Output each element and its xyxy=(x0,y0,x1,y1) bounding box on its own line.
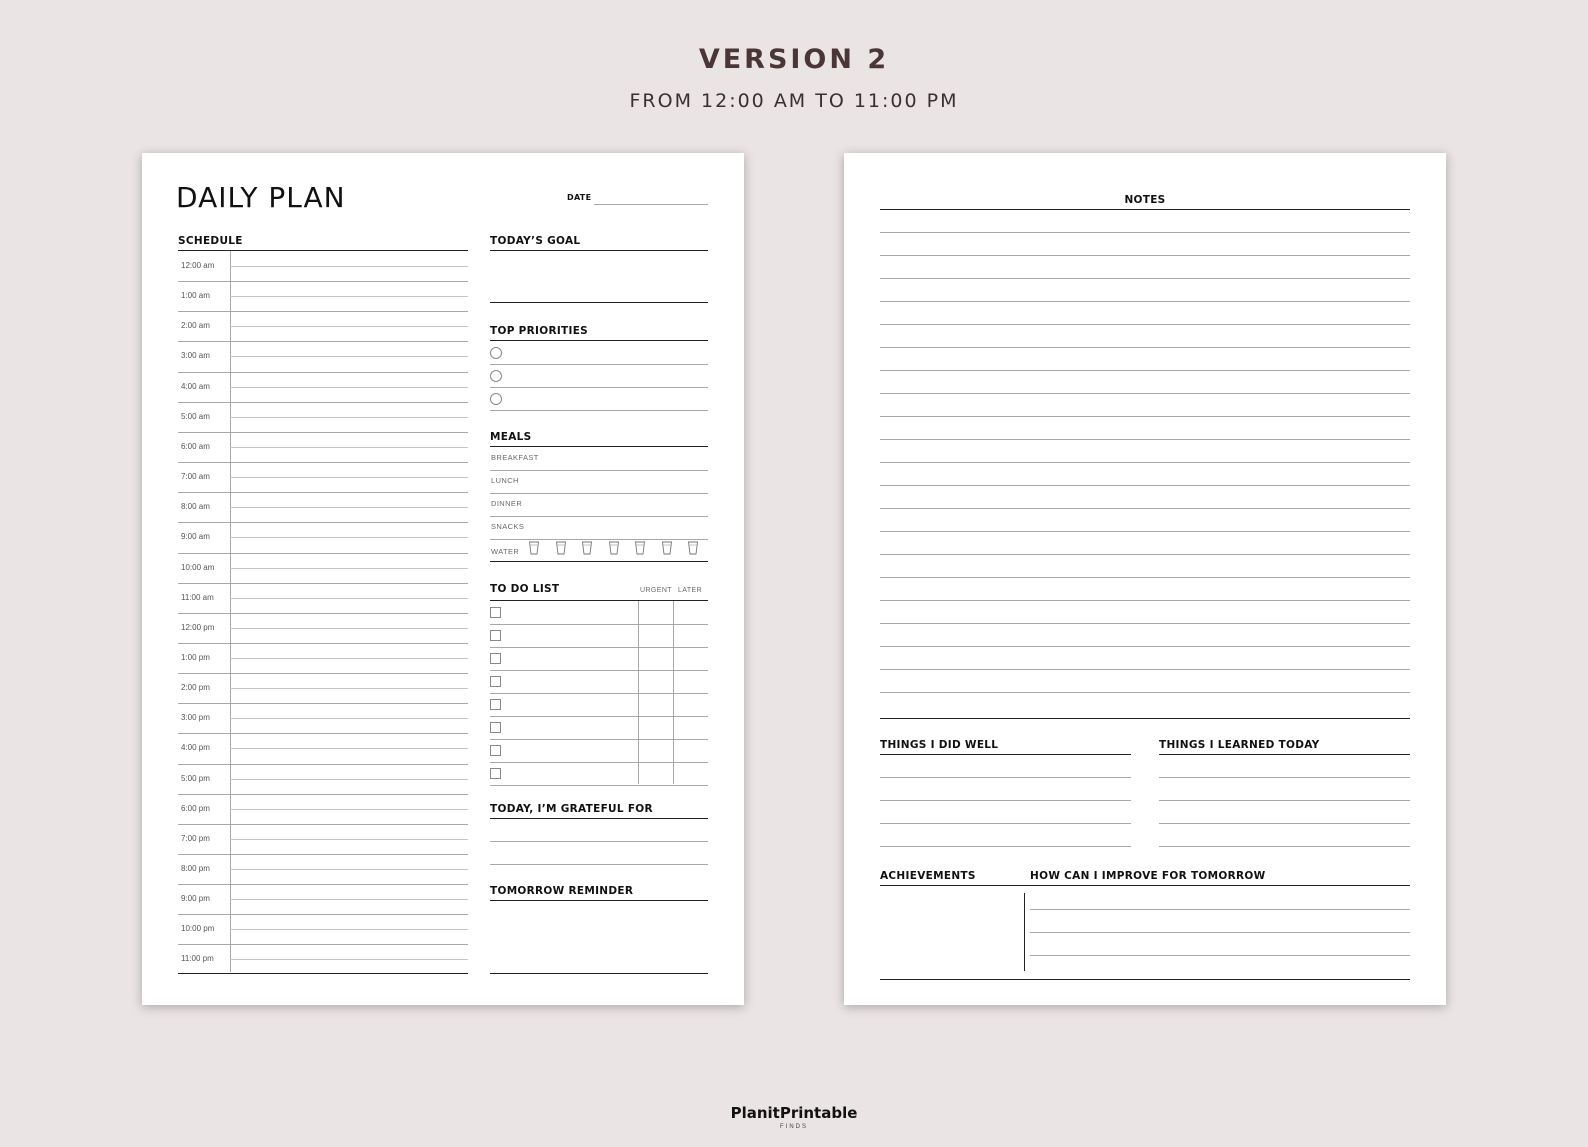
schedule-half-line[interactable] xyxy=(230,356,468,357)
schedule-time: 2:00 pm xyxy=(181,683,210,693)
note-line[interactable] xyxy=(880,554,1410,555)
schedule-hour-line[interactable] xyxy=(178,824,468,825)
priority-line[interactable] xyxy=(490,410,708,411)
todo-checkbox[interactable] xyxy=(490,607,501,618)
schedule-time: 9:00 am xyxy=(181,532,210,542)
todo-checkbox[interactable] xyxy=(490,722,501,733)
schedule-half-line[interactable] xyxy=(230,748,468,749)
improve-line[interactable] xyxy=(1030,909,1410,910)
meal-label: SNACKS xyxy=(491,522,525,531)
schedule-bottom-rule xyxy=(178,973,468,974)
page-bottom-rule xyxy=(880,979,1410,980)
meal-label: BREAKFAST xyxy=(491,453,539,462)
schedule-hour-line[interactable] xyxy=(178,673,468,674)
schedule-half-line[interactable] xyxy=(230,929,468,930)
schedule-half-line[interactable] xyxy=(230,477,468,478)
schedule-half-line[interactable] xyxy=(230,869,468,870)
schedule-half-line[interactable] xyxy=(230,809,468,810)
note-line[interactable] xyxy=(880,531,1410,532)
brand-logo: PlanitPrintable xyxy=(730,1104,858,1122)
note-line[interactable] xyxy=(880,600,1410,601)
water-cup-icon[interactable] xyxy=(635,541,645,555)
did-well-line[interactable] xyxy=(880,823,1131,824)
note-line[interactable] xyxy=(880,370,1410,371)
priority-line[interactable] xyxy=(490,387,708,388)
schedule-half-line[interactable] xyxy=(230,537,468,538)
note-line[interactable] xyxy=(880,232,1410,233)
water-cup-icon[interactable] xyxy=(688,541,698,555)
learned-line[interactable] xyxy=(1159,846,1410,847)
schedule-time: 7:00 am xyxy=(181,472,210,482)
schedule-time: 1:00 am xyxy=(181,291,210,301)
top-priorities-label: TOP PRIORITIES xyxy=(490,325,589,337)
schedule-half-line[interactable] xyxy=(230,839,468,840)
schedule-rule xyxy=(178,250,468,251)
schedule-hour-line[interactable] xyxy=(178,794,468,795)
todo-checkbox[interactable] xyxy=(490,768,501,779)
note-line[interactable] xyxy=(880,439,1410,440)
schedule-time: 3:00 am xyxy=(181,351,210,361)
schedule-half-line[interactable] xyxy=(230,387,468,388)
schedule-hour-line[interactable] xyxy=(178,281,468,282)
todo-rule xyxy=(490,600,708,601)
meal-label: LUNCH xyxy=(491,476,519,485)
did-well-rule xyxy=(880,754,1131,755)
schedule-half-line[interactable] xyxy=(230,296,468,297)
schedule-half-line[interactable] xyxy=(230,507,468,508)
todo-line[interactable] xyxy=(490,647,708,648)
water-cup-icon[interactable] xyxy=(609,541,619,555)
todo-label: TO DO LIST xyxy=(490,583,560,595)
todo-checkbox[interactable] xyxy=(490,676,501,687)
note-line[interactable] xyxy=(880,508,1410,509)
schedule-hour-line[interactable] xyxy=(178,944,468,945)
note-line[interactable] xyxy=(880,485,1410,486)
schedule-half-line[interactable] xyxy=(230,899,468,900)
meal-line[interactable] xyxy=(490,539,708,540)
schedule-hour-line[interactable] xyxy=(178,703,468,704)
meal-line[interactable] xyxy=(490,493,708,494)
top-priorities-rule xyxy=(490,340,708,341)
todays-goal-rule xyxy=(490,250,708,251)
schedule-hour-line[interactable] xyxy=(178,553,468,554)
schedule-time: 11:00 pm xyxy=(181,954,214,964)
reminder-label: TOMORROW REMINDER xyxy=(490,885,634,897)
schedule-label: SCHEDULE xyxy=(178,235,243,247)
schedule-half-line[interactable] xyxy=(230,628,468,629)
todo-line[interactable] xyxy=(490,739,708,740)
schedule-hour-line[interactable] xyxy=(178,854,468,855)
schedule-time: 1:00 pm xyxy=(181,652,210,662)
notes-bottom xyxy=(880,718,1410,719)
schedule-time: 5:00 am xyxy=(181,411,210,421)
schedule-time: 8:00 pm xyxy=(181,864,210,873)
meal-label: DINNER xyxy=(491,499,523,508)
schedule-half-line[interactable] xyxy=(230,688,468,689)
did-well-line[interactable] xyxy=(880,846,1131,847)
learned-line[interactable] xyxy=(1159,777,1410,778)
schedule-time: 7:00 pm xyxy=(181,833,210,843)
schedule-half-line[interactable] xyxy=(230,598,468,599)
schedule-hour-line[interactable] xyxy=(178,583,468,584)
todays-goal-label: TODAY’S GOAL xyxy=(490,235,581,247)
schedule-hour-line[interactable] xyxy=(178,613,468,614)
date-label: DATE xyxy=(567,193,592,202)
date-line[interactable] xyxy=(594,204,708,205)
schedule-time: 10:00 am xyxy=(181,562,215,572)
improve-line[interactable] xyxy=(1030,932,1410,933)
achievements-label: ACHIEVEMENTS xyxy=(880,870,976,882)
notes-label: NOTES xyxy=(1124,194,1166,206)
schedule-time: 11:00 am xyxy=(181,592,214,602)
grateful-label: TODAY, I’M GRATEFUL FOR xyxy=(490,803,653,815)
schedule-hour-line[interactable] xyxy=(178,372,468,373)
version-subtitle: FROM 12:00 AM TO 11:00 PM xyxy=(629,90,959,112)
priority-radio[interactable] xyxy=(490,347,502,359)
daily-plan-title: DAILY PLAN xyxy=(176,181,346,214)
learned-rule xyxy=(1159,754,1410,755)
priority-radio[interactable] xyxy=(490,370,502,382)
todo-checkbox[interactable] xyxy=(490,745,501,756)
grateful-line[interactable] xyxy=(490,841,708,842)
todo-line[interactable] xyxy=(490,762,708,763)
todo-line[interactable] xyxy=(490,785,708,786)
schedule-time: 5:00 pm xyxy=(181,773,210,783)
schedule-time: 6:00 am xyxy=(181,441,210,451)
schedule-hour-line[interactable] xyxy=(178,492,468,493)
did-well-line[interactable] xyxy=(880,800,1131,801)
schedule-time: 9:00 pm xyxy=(181,894,210,904)
schedule-half-line[interactable] xyxy=(230,718,468,719)
schedule-half-line[interactable] xyxy=(230,568,468,569)
todo-line[interactable] xyxy=(490,716,708,717)
improve-line[interactable] xyxy=(1030,955,1410,956)
priority-line[interactable] xyxy=(490,364,708,365)
meals-label: MEALS xyxy=(490,431,532,443)
daily-plan-page xyxy=(142,153,744,1005)
water-cup-icon[interactable] xyxy=(556,541,566,555)
schedule-time: 12:00 am xyxy=(181,261,215,270)
reminder-bottom[interactable] xyxy=(490,973,708,974)
achievements-divider xyxy=(1024,893,1025,971)
note-line[interactable] xyxy=(880,278,1410,279)
brand-sub: FINDS xyxy=(780,1124,808,1130)
schedule-half-line[interactable] xyxy=(230,447,468,448)
todo-line[interactable] xyxy=(490,624,708,625)
did-well-line[interactable] xyxy=(880,777,1131,778)
schedule-hour-line[interactable] xyxy=(178,462,468,463)
schedule-hour-line[interactable] xyxy=(178,432,468,433)
note-line[interactable] xyxy=(880,324,1410,325)
meal-line[interactable] xyxy=(490,470,708,471)
note-line[interactable] xyxy=(880,577,1410,578)
did-well-label: THINGS I DID WELL xyxy=(880,739,999,751)
water-rule xyxy=(490,561,708,562)
schedule-divider xyxy=(230,251,231,972)
todo-urgent-header: URGENT xyxy=(640,587,672,594)
schedule-time: 4:00 am xyxy=(181,381,210,391)
reminder-rule xyxy=(490,900,708,901)
water-cup-icon[interactable] xyxy=(582,541,592,555)
schedule-hour-line[interactable] xyxy=(178,764,468,765)
note-line[interactable] xyxy=(880,347,1410,348)
meals-rule xyxy=(490,446,708,447)
note-line[interactable] xyxy=(880,255,1410,256)
todo-later-header: LATER xyxy=(678,587,703,594)
schedule-time: 3:00 pm xyxy=(181,713,210,723)
note-line[interactable] xyxy=(880,416,1410,417)
version-title: VERSION 2 xyxy=(698,44,890,75)
schedule-half-line[interactable] xyxy=(230,266,468,267)
schedule-half-line[interactable] xyxy=(230,959,468,960)
schedule-hour-line[interactable] xyxy=(178,311,468,312)
schedule-hour-line[interactable] xyxy=(178,643,468,644)
schedule-hour-line[interactable] xyxy=(178,402,468,403)
schedule-half-line[interactable] xyxy=(230,326,468,327)
water-label: WATER xyxy=(491,547,520,556)
schedule-time: 6:00 pm xyxy=(181,803,210,813)
schedule-time: 12:00 pm xyxy=(181,622,215,632)
learned-line[interactable] xyxy=(1159,823,1410,824)
schedule-hour-line[interactable] xyxy=(178,914,468,915)
learned-label: THINGS I LEARNED TODAY xyxy=(1159,739,1320,751)
notes-rule xyxy=(880,209,1410,210)
note-line[interactable] xyxy=(880,301,1410,302)
schedule-hour-line[interactable] xyxy=(178,341,468,342)
learned-line[interactable] xyxy=(1159,800,1410,801)
water-cup-icon[interactable] xyxy=(662,541,672,555)
todays-goal-bottom[interactable] xyxy=(490,302,708,303)
todo-line[interactable] xyxy=(490,670,708,671)
schedule-time: 4:00 pm xyxy=(181,743,210,753)
grateful-rule xyxy=(490,818,708,819)
achievements-rule xyxy=(880,885,1410,886)
schedule-time: 8:00 am xyxy=(181,502,210,512)
priority-radio[interactable] xyxy=(490,393,502,405)
meal-line[interactable] xyxy=(490,516,708,517)
schedule-hour-line[interactable] xyxy=(178,884,468,885)
schedule-hour-line[interactable] xyxy=(178,733,468,734)
schedule-hour-line[interactable] xyxy=(178,522,468,523)
todo-checkbox[interactable] xyxy=(490,630,501,641)
note-line[interactable] xyxy=(880,623,1410,624)
schedule-time: 10:00 pm xyxy=(181,924,215,934)
todo-checkbox[interactable] xyxy=(490,653,501,664)
note-line[interactable] xyxy=(880,462,1410,463)
note-line[interactable] xyxy=(880,692,1410,693)
schedule-time: 2:00 am xyxy=(181,321,210,331)
note-line[interactable] xyxy=(880,393,1410,394)
note-line[interactable] xyxy=(880,669,1410,670)
notes-page xyxy=(844,153,1446,1005)
todo-line[interactable] xyxy=(490,693,708,694)
grateful-line[interactable] xyxy=(490,864,708,865)
schedule-half-line[interactable] xyxy=(230,417,468,418)
schedule-half-line[interactable] xyxy=(230,658,468,659)
note-line[interactable] xyxy=(880,646,1410,647)
schedule-half-line[interactable] xyxy=(230,779,468,780)
improve-label: HOW CAN I IMPROVE FOR TOMORROW xyxy=(1030,870,1266,882)
water-cup-icon[interactable] xyxy=(529,541,539,555)
todo-checkbox[interactable] xyxy=(490,699,501,710)
